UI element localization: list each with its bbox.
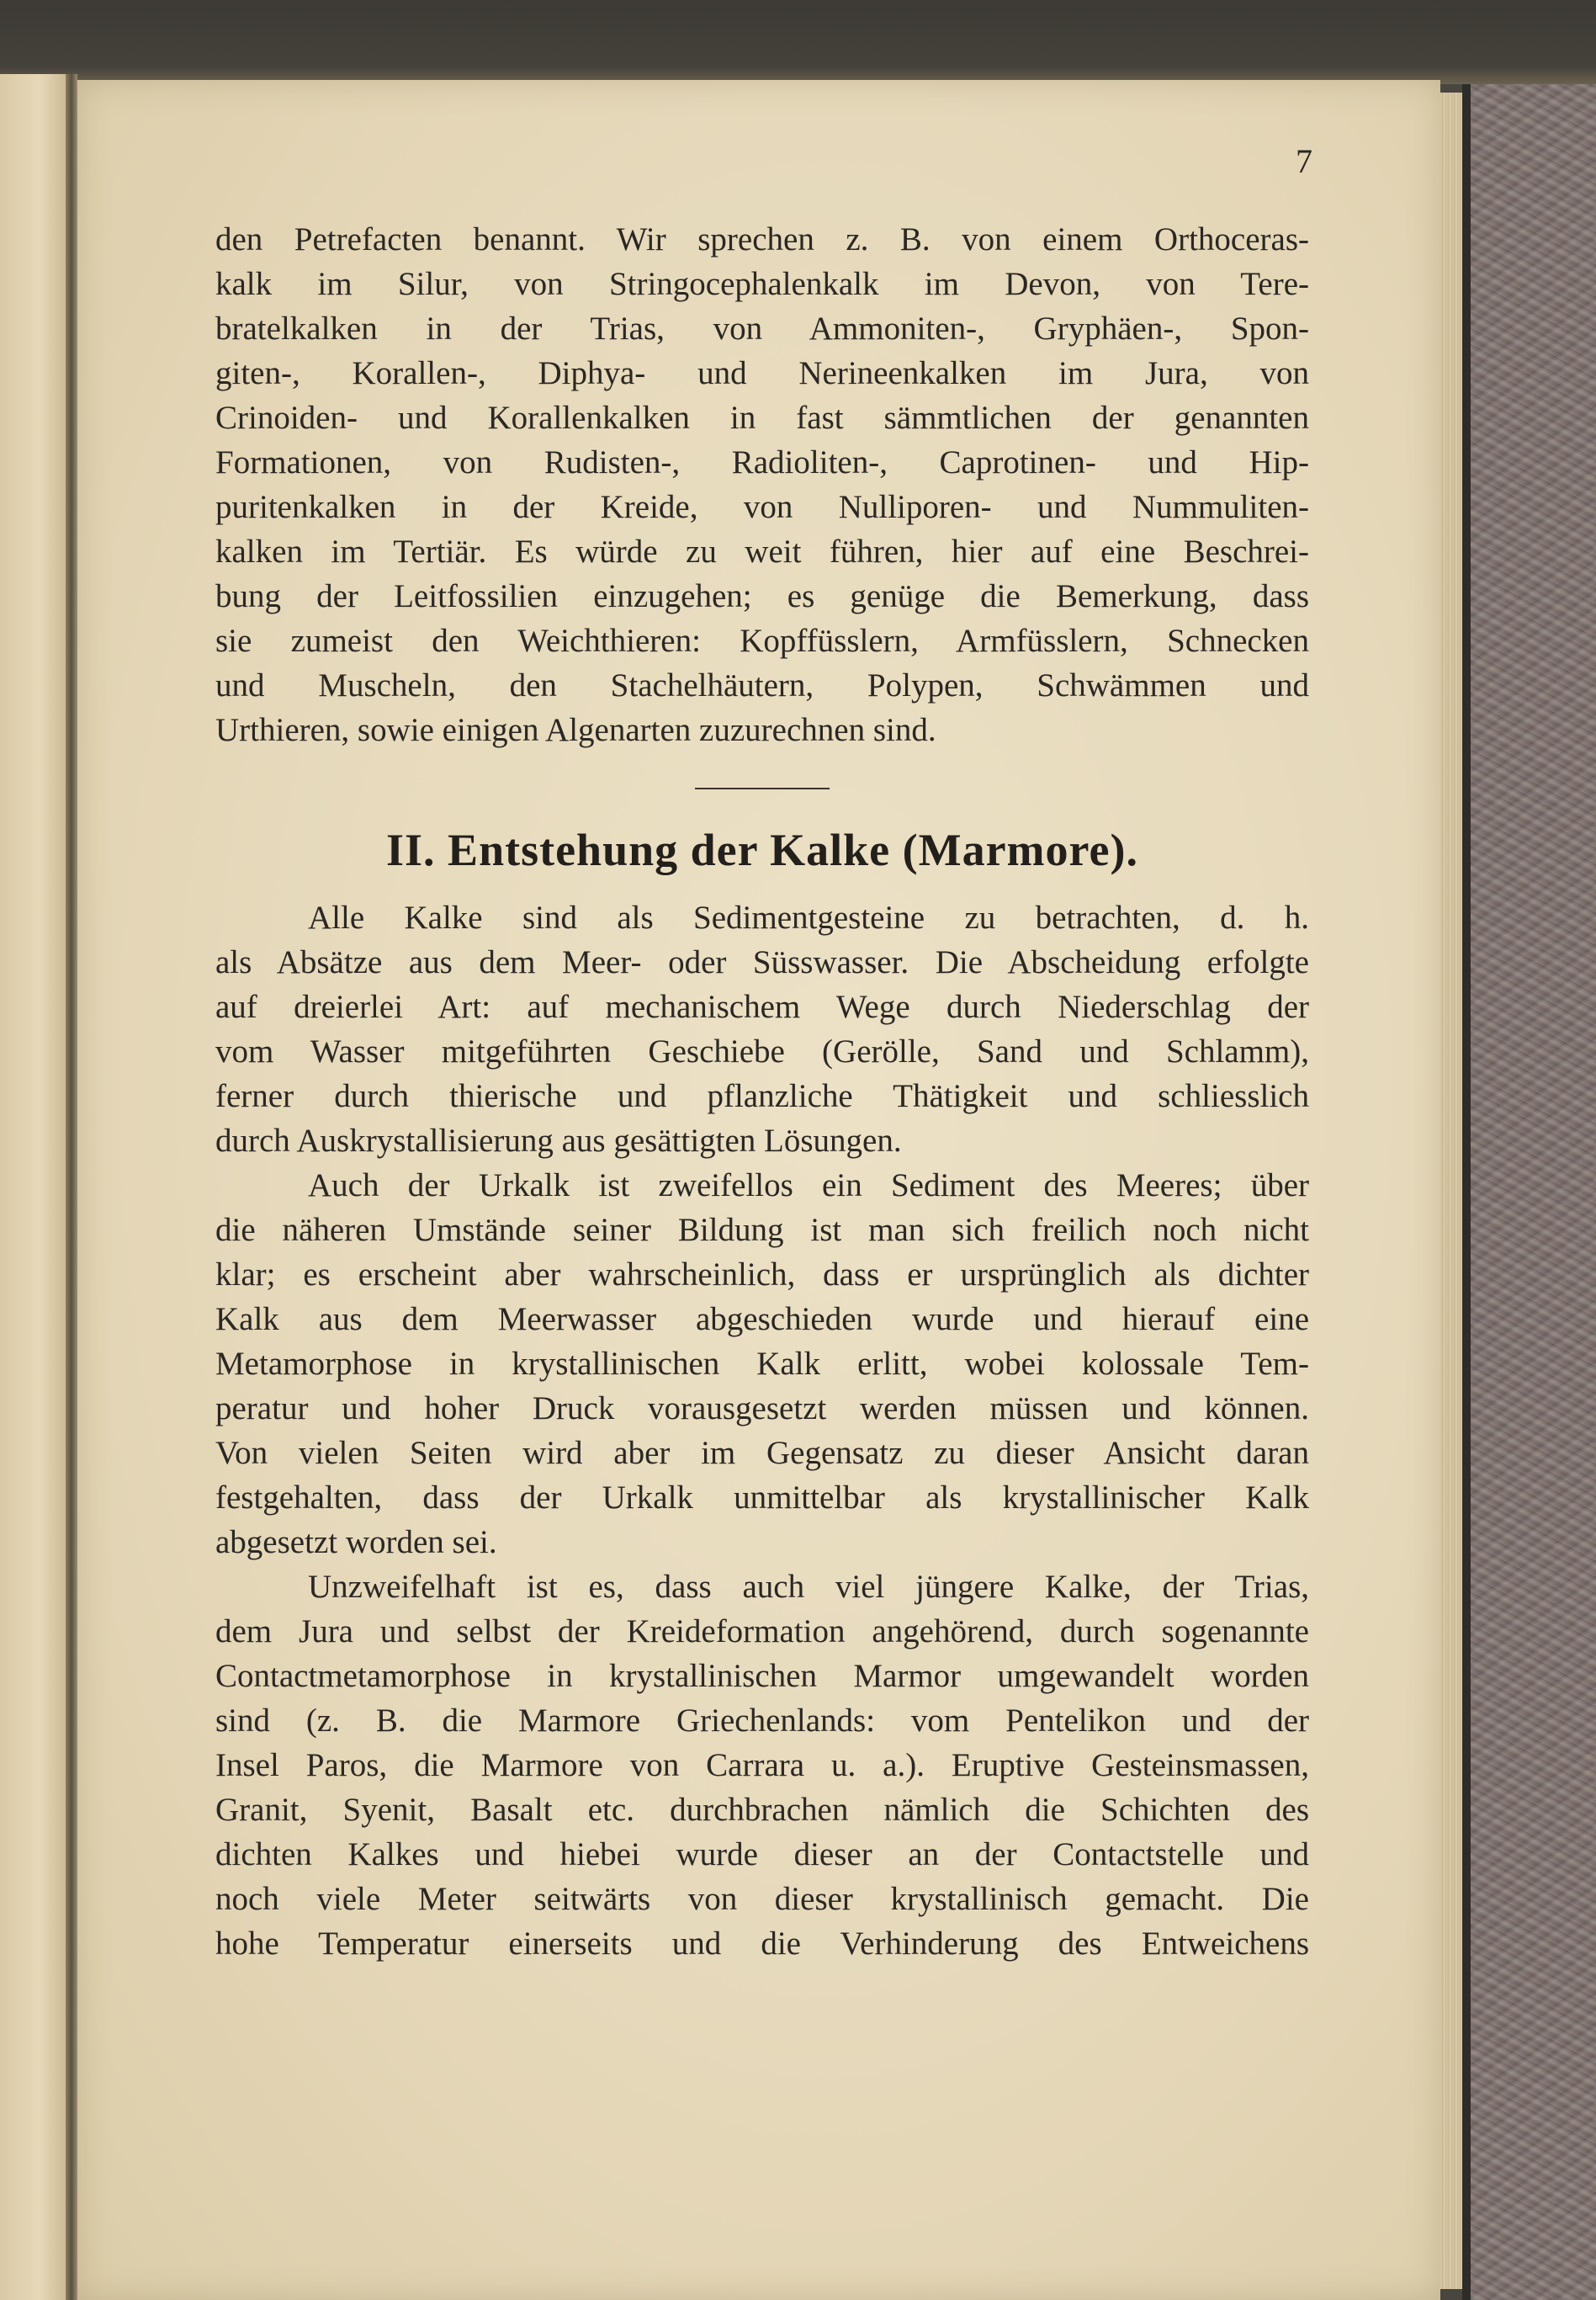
text-line: auf dreierlei Art: auf mechanischem Wege durch Niederschlag der xyxy=(215,989,1309,1025)
facing-page-edge xyxy=(0,74,66,2300)
text-line: hohe Temperatur einerseits und die Verhinderung des Entweichens xyxy=(215,1926,1309,1962)
paragraph-4 xyxy=(215,1564,1309,1966)
text-line: Kalk aus dem Meerwasser abgeschieden wurde und hierauf eine xyxy=(215,1301,1309,1337)
section-heading: II. Entstehung der Kalke (Marmore). xyxy=(386,825,1138,875)
paragraph-1 xyxy=(215,217,1309,752)
text-line: Granit, Syenit, Basalt etc. durchbrachen nämlich die Schichten des xyxy=(215,1792,1309,1828)
text-line: giten-, Korallen-, Diphya- und Nerineenkalken im Jura, von xyxy=(215,355,1309,391)
text-line: Auch der Urkalk ist zweifellos ein Sediment des Meeres; über xyxy=(308,1167,1309,1203)
text-line: sind (z. B. die Marmore Griechenlands: vom Pentelikon und der xyxy=(215,1702,1309,1739)
cover-spine-edge xyxy=(1462,84,1471,2300)
text-line: vom Wasser mitgeführten Geschiebe (Gerölle, Sand und Schlamm), xyxy=(215,1033,1309,1070)
text-line: dichten Kalkes und hiebei wurde dieser an der Contactstelle und xyxy=(215,1836,1309,1872)
book-gutter xyxy=(66,74,77,2300)
text-line: festgehalten, dass der Urkalk unmittelbar als krystallinischer Kalk xyxy=(215,1479,1309,1516)
text-line: dem Jura und selbst der Kreideformation angehörend, durch sogenannte xyxy=(215,1613,1309,1649)
text-line: kalk im Silur, von Stringocephalenkalk im Devon, von Tere- xyxy=(215,266,1309,302)
text-line: Crinoiden- und Korallenkalken in fast sämmtlichen der genannten xyxy=(215,400,1309,436)
text-line: Urthieren, sowie einigen Algenarten zuzurechnen sind. xyxy=(215,712,936,748)
text-line: bratelkalken in der Trias, von Ammoniten-, Gryphäen-, Spon- xyxy=(215,311,1309,347)
text-line: Formationen, von Rudisten-, Radioliten-, Caprotinen- und Hip- xyxy=(215,444,1309,481)
page-stack-edges xyxy=(1440,93,1462,2289)
binding-top-band xyxy=(0,0,1596,84)
text-line: durch Auskrystallisierung aus gesättigten Lösungen. xyxy=(215,1123,902,1159)
text-line: und Muscheln, den Stachelhäutern, Polypen, Schwämmen und xyxy=(215,667,1309,704)
text-line: Unzweifelhaft ist es, dass auch viel jüngere Kalke, der Trias, xyxy=(308,1569,1309,1605)
text-line: Insel Paros, die Marmore von Carrara u. a.). Eruptive Gesteinsmassen, xyxy=(215,1747,1309,1783)
text-line: bung der Leitfossilien einzugehen; es genüge die Bemerkung, dass xyxy=(215,578,1309,614)
text-line: Von vielen Seiten wird aber im Gegensatz zu dieser Ansicht daran xyxy=(215,1435,1309,1471)
page-number: 7 xyxy=(1296,142,1312,180)
text-line: Alle Kalke sind als Sedimentgesteine zu betrachten, d. h. xyxy=(308,900,1309,936)
text-line: den Petrefacten benannt. Wir sprechen z. B. von einem Orthoceras- xyxy=(215,221,1309,258)
text-line: noch viele Meter seitwärts von dieser krystallinisch gemacht. Die xyxy=(215,1881,1309,1917)
text-line: Contactmetamorphose in krystallinischen Marmor umgewandelt worden xyxy=(215,1658,1309,1694)
text-line: als Absätze aus dem Meer- oder Süsswasser. Die Abscheidung erfolgte xyxy=(215,944,1309,980)
page-text xyxy=(215,217,1309,1966)
section-divider xyxy=(695,788,830,789)
text-line: kalken im Tertiär. Es würde zu weit führen, hier auf eine Beschrei- xyxy=(215,534,1309,570)
text-line: abgesetzt worden sei. xyxy=(215,1524,497,1560)
text-line: puritenkalken in der Kreide, von Nulliporen- und Nummuliten- xyxy=(215,489,1309,525)
text-line: sie zumeist den Weichthieren: Kopffüsslern, Armfüsslern, Schnecken xyxy=(215,623,1309,659)
marbled-cover-board xyxy=(1462,84,1596,2300)
text-line: klar; es erscheint aber wahrscheinlich, dass er ursprünglich als dichter xyxy=(215,1256,1309,1293)
text-line: die näheren Umstände seiner Bildung ist man sich freilich noch nicht xyxy=(215,1212,1309,1248)
paragraph-2 xyxy=(215,895,1309,1163)
text-line: peratur und hoher Druck vorausgesetzt werden müssen und können. xyxy=(215,1390,1309,1426)
text-line: Metamorphose in krystallinischen Kalk erlitt, wobei kolossale Tem- xyxy=(215,1346,1309,1382)
paragraph-3 xyxy=(215,1163,1309,1564)
text-line: ferner durch thierische und pflanzliche Thätigkeit und schliesslich xyxy=(215,1078,1309,1114)
